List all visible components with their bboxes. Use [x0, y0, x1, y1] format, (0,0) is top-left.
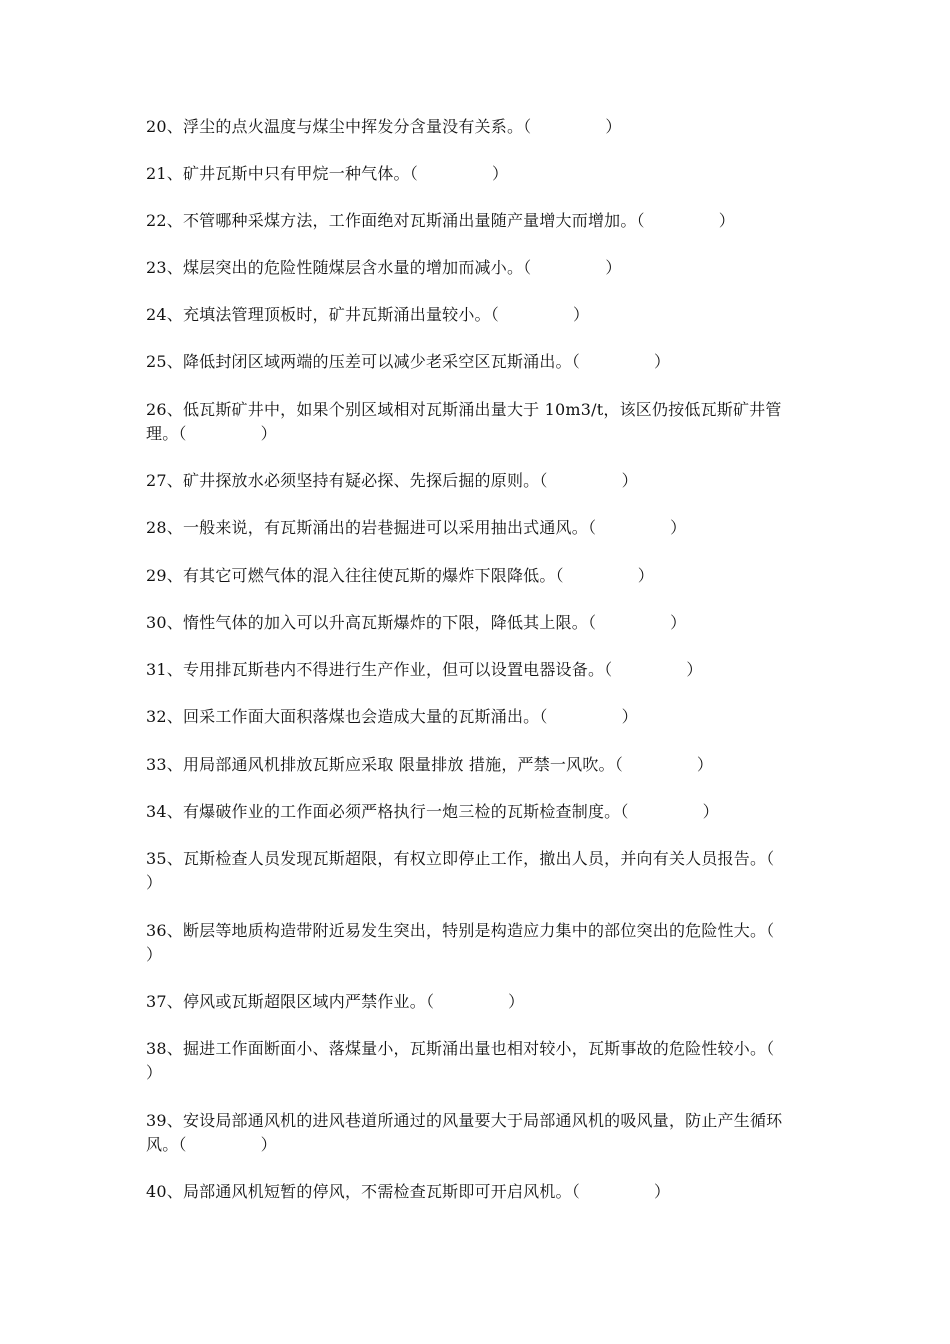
question-36: 36、断层等地质构造带附近易发生突出，特别是构造应力集中的部位突出的危险性大。（ ） [146, 921, 849, 964]
question-32: 32、回采工作面大面积落煤也会造成大量的瓦斯涌出。（ ） [146, 707, 638, 726]
question-26: 26、低瓦斯矿井中，如果个别区域相对瓦斯涌出量大于 10m3/t，该区仍按低瓦斯矿井管理。（ ） [146, 400, 782, 443]
question-22: 22、不管哪种采煤方法，工作面绝对瓦斯涌出量随产量增大而增加。（ ） [146, 211, 735, 230]
question-39: 39、安设局部通风机的进风巷道所通过的风量要大于局部通风机的吸风量，防止产生循环风。（ ） [146, 1111, 783, 1154]
question-35: 35、瓦斯检查人员发现瓦斯超限，有权立即停止工作，撤出人员，并向有关人员报告。（ ） [146, 849, 849, 892]
question-30: 30、惰性气体的加入可以升高瓦斯爆炸的下限，降低其上限。（ ） [146, 613, 687, 632]
question-28: 28、一般来说，有瓦斯涌出的岩巷掘进可以采用抽出式通风。（ ） [146, 518, 687, 537]
question-20: 20、浮尘的点火温度与煤尘中挥发分含量没有关系。（ ） [146, 117, 622, 136]
question-38: 38、掘进工作面断面小、落煤量小，瓦斯涌出量也相对较小，瓦斯事故的危险性较小。（ ） [146, 1039, 849, 1082]
question-37: 37、停风或瓦斯超限区域内严禁作业。（ ） [146, 992, 525, 1011]
question-21: 21、矿井瓦斯中只有甲烷一种气体。（ ） [146, 164, 509, 183]
question-24: 24、充填法管理顶板时，矿井瓦斯涌出量较小。（ ） [146, 305, 590, 324]
question-40: 40、局部通风机短暂的停风，不需检查瓦斯即可开启风机。（ ） [146, 1182, 671, 1201]
question-29: 29、有其它可燃气体的混入往往使瓦斯的爆炸下限降低。（ ） [146, 566, 654, 585]
question-34: 34、有爆破作业的工作面必须严格执行一炮三检的瓦斯检查制度。（ ） [146, 802, 719, 821]
question-23: 23、煤层突出的危险性随煤层含水量的增加而减小。（ ） [146, 258, 622, 277]
question-33: 33、用局部通风机排放瓦斯应采取 限量排放 措施，严禁一风吹。（ ） [146, 755, 714, 774]
question-25: 25、降低封闭区域两端的压差可以减少老采空区瓦斯涌出。（ ） [146, 352, 671, 371]
question-31: 31、专用排瓦斯巷内不得进行生产作业，但可以设置电器设备。（ ） [146, 660, 703, 679]
question-27: 27、矿井探放水必须坚持有疑必探、先探后掘的原则。（ ） [146, 471, 638, 490]
